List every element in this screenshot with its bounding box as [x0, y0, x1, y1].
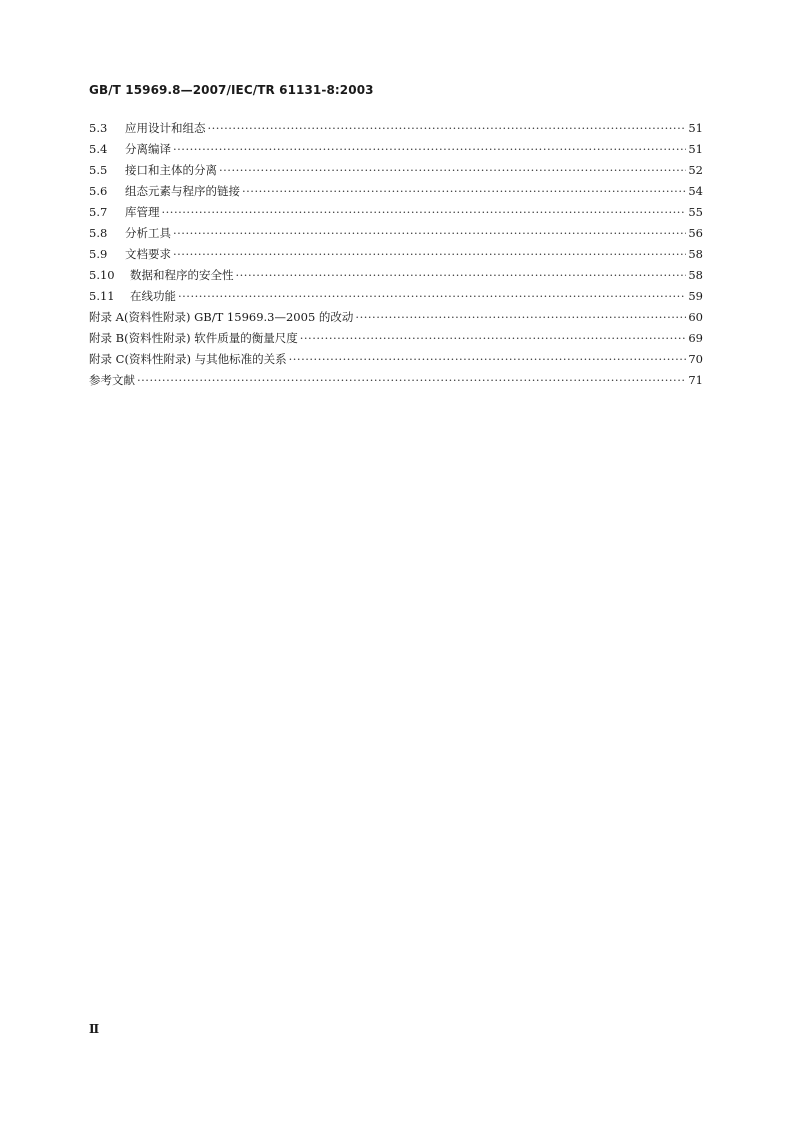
toc-entry-page: 58 [688, 247, 703, 261]
toc-entry-page: 70 [688, 352, 703, 366]
toc-entry-title: 应用设计和组态 [125, 121, 206, 135]
toc-entry-page: 51 [688, 142, 703, 156]
toc-entry-number: 5.8 [89, 226, 108, 240]
toc-entry-number: 附录 B [89, 331, 125, 345]
toc-entry-appendix-a[interactable] [89, 307, 703, 328]
toc-entry-title: 数据和程序的安全性 [130, 268, 234, 282]
page-number: Ⅱ [89, 1022, 100, 1036]
toc-entry-5-7[interactable] [89, 202, 703, 223]
toc-entry-page: 51 [688, 121, 703, 135]
document-header: GB/T 15969.8—2007/IEC/TR 61131-8:2003 [89, 83, 374, 97]
toc-entry-5-8[interactable] [89, 223, 703, 244]
toc-leader-dots [137, 370, 686, 391]
toc-entry-page: 60 [688, 310, 703, 324]
toc-entry-page: 58 [688, 268, 703, 282]
toc-leader-dots [173, 139, 686, 160]
toc-entry-appendix-b[interactable] [89, 328, 703, 349]
toc-entry-5-5[interactable] [89, 160, 703, 181]
toc-leader-dots [355, 307, 686, 328]
toc-entry-title: 接口和主体的分离 [125, 163, 217, 177]
toc-entry-title: 文档要求 [125, 247, 171, 261]
toc-leader-dots [173, 223, 686, 244]
toc-entry-title: 在线功能 [130, 289, 176, 303]
toc-leader-dots [178, 286, 686, 307]
toc-leader-dots [219, 160, 686, 181]
toc-entry-title: 组态元素与程序的链接 [125, 184, 240, 198]
toc-entry-page: 69 [688, 331, 703, 345]
toc-entry-page: 54 [688, 184, 703, 198]
toc-entry-5-6[interactable] [89, 181, 703, 202]
toc-leader-dots [300, 328, 687, 349]
toc-leader-dots [289, 349, 687, 370]
toc-leader-dots [162, 202, 687, 223]
toc-entry-number: 5.5 [89, 163, 108, 177]
toc-entry-title: (资料性附录) 软件质量的衡量尺度 [124, 331, 298, 345]
toc-entry-number: 附录 A [89, 310, 124, 324]
toc-entry-references[interactable] [89, 370, 703, 391]
toc-entry-page: 71 [688, 373, 703, 387]
toc-entry-5-3[interactable] [89, 118, 703, 139]
toc-entry-number: 附录 C [89, 352, 125, 366]
toc-entry-appendix-c[interactable] [89, 349, 703, 370]
toc-entry-title: (资料性附录) GB/T 15969.3—2005 的改动 [123, 310, 354, 324]
toc-entry-page: 52 [688, 163, 703, 177]
toc-entry-5-9[interactable] [89, 244, 703, 265]
toc-entry-5-11[interactable] [89, 286, 703, 307]
toc-entry-number: 5.6 [89, 184, 108, 198]
toc-entry-title: 分析工具 [125, 226, 171, 240]
toc-entry-title: 库管理 [125, 205, 160, 219]
toc-entry-page: 59 [688, 289, 703, 303]
toc-entry-number: 5.10 [89, 268, 115, 282]
toc-entry-number: 5.4 [89, 142, 108, 156]
toc-leader-dots [208, 118, 687, 139]
toc-entry-5-4[interactable] [89, 139, 703, 160]
table-of-contents [89, 118, 703, 391]
toc-entry-title: 参考文献 [89, 373, 135, 387]
toc-entry-number: 5.9 [89, 247, 108, 261]
toc-entry-number: 5.11 [89, 289, 115, 303]
toc-leader-dots [173, 244, 686, 265]
toc-entry-page: 56 [688, 226, 703, 240]
toc-entry-number: 5.3 [89, 121, 108, 135]
toc-entry-5-10[interactable] [89, 265, 703, 286]
toc-entry-title: 分离编译 [125, 142, 171, 156]
toc-leader-dots [236, 265, 687, 286]
toc-entry-page: 55 [688, 205, 703, 219]
toc-leader-dots [242, 181, 686, 202]
toc-entry-number: 5.7 [89, 205, 108, 219]
toc-entry-title: (资料性附录) 与其他标准的关系 [124, 352, 287, 366]
